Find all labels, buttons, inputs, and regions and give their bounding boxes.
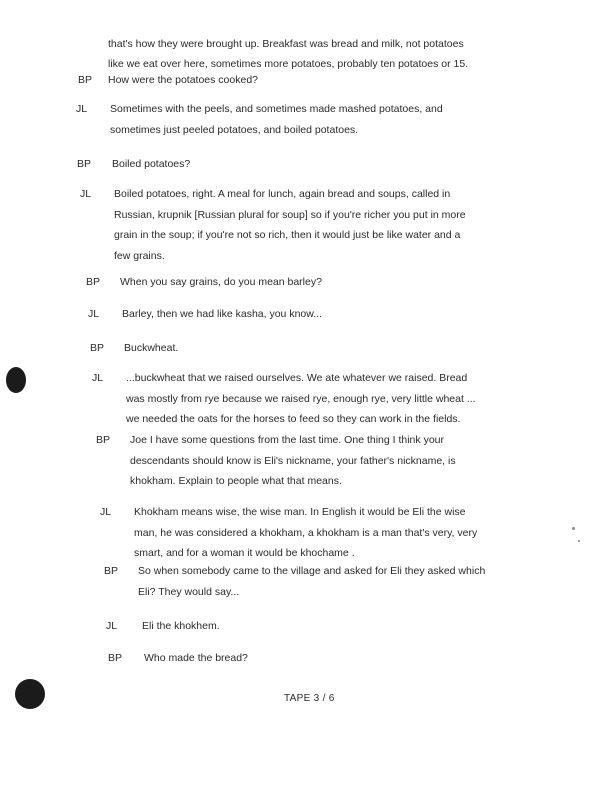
speaker-label: JL — [106, 620, 118, 632]
speaker-label: JL — [76, 103, 88, 115]
scan-speck — [578, 540, 580, 542]
speaker-label: BP — [96, 434, 111, 446]
speaker-label: JL — [80, 188, 92, 200]
utterance-text: Buckwheat. — [124, 342, 179, 354]
speaker-label: BP — [77, 158, 92, 170]
speaker-label: JL — [88, 308, 100, 320]
utterance-text: Khokham means wise, the wise man. In English it would be Eli the wise man, he was considered a khokham, a khokham is a man that's very, very smart, and for a woman it would be khochame . — [134, 506, 478, 559]
utterance-text: Sometimes with the peels, and sometimes made mashed potatoes, and sometimes just peeled potatoes, and boiled potatoes. — [110, 103, 443, 136]
utterance-text: Eli the khokhem. — [142, 620, 220, 632]
speaker-label: BP — [108, 652, 123, 664]
utterance-text: Who made the bread? — [144, 652, 248, 664]
speaker-label: JL — [100, 506, 112, 518]
continuation-text: that's how they were brought up. Breakfast was bread and milk, not potatoes like we eat over here, sometimes more potatoes, probably ten potatoes or 15. — [108, 38, 469, 70]
utterance-text: ...buckwheat that we raised ourselves. We ate whatever we raised. Bread was mostly from rye because we raised rye, enough rye, very little wheat ... we needed the oats for the horses to feed so they can work in the fields. — [126, 372, 476, 425]
speaker-label: BP — [86, 276, 101, 288]
utterance-text: Boiled potatoes, right. A meal for lunch, again bread and soups, called in Russian, krupnik [Russian plural for soup] so if you're richer you put in more grain in the soup; if you're not so rich, then it would just be like water and a few grains. — [114, 188, 466, 262]
speaker-label: BP — [78, 74, 93, 86]
speaker-label: BP — [90, 342, 105, 354]
utterance-text: How were the potatoes cooked? — [108, 74, 259, 86]
punch-hole-mark — [6, 367, 26, 393]
utterance-text: So when somebody came to the village and asked for Eli they asked which Eli? They would say... — [138, 565, 486, 598]
scan-speck — [572, 527, 575, 530]
utterance-text: Barley, then we had like kasha, you know... — [122, 308, 323, 320]
speaker-label: BP — [104, 565, 119, 577]
utterance-text: When you say grains, do you mean barley? — [120, 276, 322, 288]
utterance-text: Joe I have some questions from the last time. One thing I think your descendants should know is Eli's nickname, your father's nickname, is khokham. Explain to people what that means. — [130, 434, 456, 487]
punch-hole-mark — [15, 679, 45, 709]
utterance-text: Boiled potatoes? — [112, 158, 191, 170]
speaker-label: JL — [92, 372, 104, 384]
page-footer: TAPE 3 / 6 — [284, 693, 335, 704]
